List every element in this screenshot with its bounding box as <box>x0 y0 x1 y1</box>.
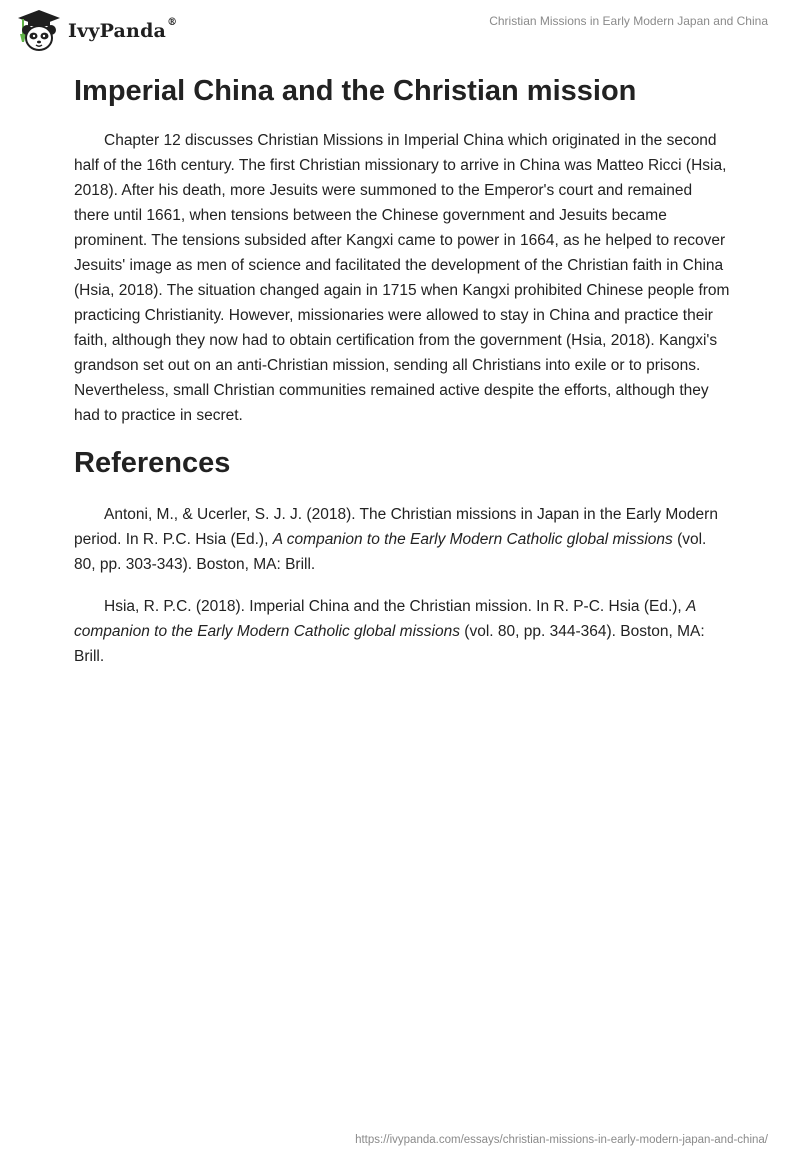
logo-wordmark <box>68 17 178 42</box>
page-header <box>0 0 800 60</box>
reference-entry <box>74 502 730 577</box>
reference-details: (vol. 80, pp. 303-343). Boston, MA: Brill. <box>74 531 707 573</box>
reference-title: A companion to the Early Modern Catholic global missions <box>74 598 696 640</box>
document-content <box>74 72 730 686</box>
logo-text: IvyPanda <box>68 20 167 42</box>
document-title: Christian Missions in Early Modern Japan and China <box>489 14 768 28</box>
body-paragraph: Chapter 12 discusses Christian Missions in Imperial China which originated in the second half of the 16th century. The first Christian missionary to arrive in China was Matteo Ricci (Hsia, 2018). After his death, more Jesuits were summoned to the Emperor's court and remained there until 1661, when tensions between the Chinese government and Jesuits became prominent. The tensions subsided after Kangxi came to power in 1664, as he helped to recover Jesuits' image as men of science and facilitated the development of the Christian faith in China (Hsia, 2018). The situation changed again in 1715 when Kangxi prohibited Chinese people from practicing Christianity. However, missionaries were allowed to stay in China and practice their faith, although they now had to obtain certification from the government (Hsia, 2018). Kangxi's grandson set out on an anti-Christian mission, sending all Christians into exile or to prisons. Nevertheless, small Christian communities remained active despite the efforts, although they had to practice in secret. <box>74 132 730 424</box>
reference-text: Antoni, M., & Ucerler, S. J. J. (2018). The Christian missions in Japan in the Early Modern period. In R. P.C. Hsia (Ed.), <box>74 506 718 548</box>
panda-graduate-icon <box>14 8 64 54</box>
section-heading: Imperial China and the Christian mission <box>74 75 637 107</box>
reference-title: A companion to the Early Modern Catholic global missions <box>272 531 673 548</box>
reference-entry <box>74 594 730 669</box>
reference-text: Hsia, R. P.C. (2018). Imperial China and the Christian mission. In R. P-C. Hsia (Ed.), <box>104 598 687 615</box>
reference-details: (vol. 80, pp. 344-364). Boston, MA: Brill. <box>74 623 705 665</box>
ivypanda-logo[interactable] <box>14 8 177 54</box>
references-heading: References <box>74 447 231 479</box>
source-url[interactable]: https://ivypanda.com/essays/christian-missions-in-early-modern-japan-and-china/ <box>355 1134 768 1146</box>
registered-mark: ® <box>167 17 178 28</box>
